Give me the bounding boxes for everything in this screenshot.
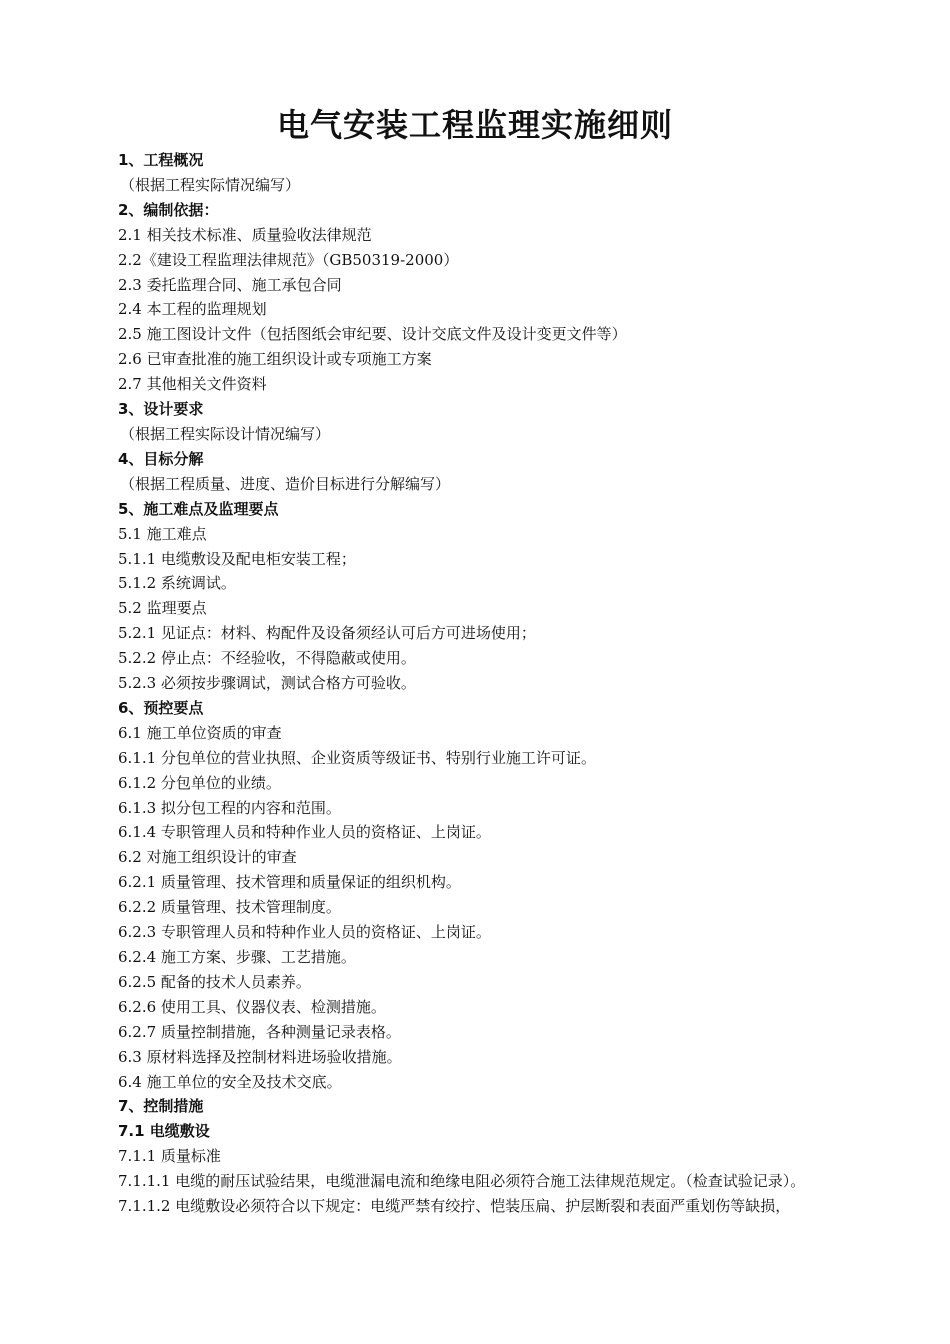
paragraph-line: 6.2.4 施工方案、步骤、工艺措施。 [118,948,356,966]
document-title: 电气安装工程监理实施细则 [276,106,673,144]
paragraph-line: 2.1 相关技术标准、质量验收法律规范 [118,225,372,244]
section-heading: 2、编制依据： [118,200,219,219]
paragraph-line: 6.2.6 使用工具、仪器仪表、检测措施。 [118,997,386,1016]
paragraph-line: 6.2.3 专职管理人员和特种作业人员的资格证、上岗证。 [118,923,491,942]
paragraph-line: 2.5 施工图设计文件（包括图纸会审纪要、设计交底文件及设计变更文件等） [118,325,627,344]
paragraph-line: 6.2 对施工组织设计的审查 [118,848,297,867]
paragraph-line: 5.1 施工难点 [118,524,207,543]
paragraph-line: 5.2 监理要点 [118,599,207,618]
paragraph-line: 5.1.1 电缆敷设及配电柜安装工程； [118,549,356,568]
section-heading: 6、预控要点 [118,698,204,717]
paragraph-line: 6.2.2 质量管理、技术管理制度。 [118,898,341,917]
paragraph-line: 6.1.2 分包单位的业绩。 [118,773,281,792]
paragraph-line: 7.1.1 质量标准 [118,1147,221,1166]
section-heading: 1、工程概况 [118,151,204,169]
document-body [118,148,862,1219]
section-heading: 7、控制措施 [118,1097,204,1116]
section-heading: 4、目标分解 [118,449,204,468]
paragraph-line: （根据工程质量、进度、造价目标进行分解编写） [120,474,451,493]
section-heading: 5、施工难点及监理要点 [118,499,279,518]
paragraph-line: 5.1.2 系统调试。 [118,574,236,593]
paragraph-line: 6.1.1 分包单位的营业执照、企业资质等级证书、特别行业施工许可证。 [118,748,596,767]
paragraph-line: 2.3 委托监理合同、施工承包合同 [118,275,342,294]
paragraph-line: 2.6 已审查批准的施工组织设计或专项施工方案 [118,350,432,369]
section-heading: 3、设计要求 [118,400,204,419]
paragraph-line: 6.3 原材料选择及控制材料进场验收措施。 [118,1047,402,1066]
paragraph-line: 6.2.7 质量控制措施，各种测量记录表格。 [118,1022,401,1041]
paragraph-line: （根据工程实际情况编写） [120,175,301,194]
paragraph-line: 5.2.1 见证点：材料、构配件及设备须经认可后方可进场使用； [118,624,536,643]
paragraph-line: 5.2.3 必须按步骤调试，测试合格方可验收。 [118,674,416,693]
paragraph-line: 2.2《建设工程监理法律规范》（GB50319-2000） [118,250,459,269]
paragraph-line: 2.4 本工程的监理规划 [118,300,267,319]
paragraph-line: 6.4 施工单位的安全及技术交底。 [118,1072,342,1091]
paragraph-line: 6.1.4 专职管理人员和特种作业人员的资格证、上岗证。 [118,823,491,842]
paragraph-line: 6.2.1 质量管理、技术管理和质量保证的组织机构。 [118,873,461,892]
paragraph-line: （根据工程实际设计情况编写） [120,424,331,443]
paragraph-line: 6.2.5 配备的技术人员素养。 [118,972,311,991]
paragraph-line: 2.7 其他相关文件资料 [118,375,267,394]
paragraph-line: 7.1.1.1 电缆的耐压试验结果，电缆泄漏电流和绝缘电阻必须符合施工法律规范规定。（检查试验记录）。 [118,1172,806,1191]
section-heading: 7.1 电缆敷设 [118,1122,210,1141]
paragraph-line: 7.1.1.2 电缆敷设必须符合以下规定：电缆严禁有绞拧、恺装压扁、护层断裂和表面严重划伤等缺损， [118,1197,791,1216]
paragraph-line: 5.2.2 停止点：不经验收，不得隐蔽或使用。 [118,649,416,668]
paragraph-line: 6.1.3 拟分包工程的内容和范围。 [118,798,341,817]
paragraph-line: 6.1 施工单位资质的审查 [118,723,282,742]
